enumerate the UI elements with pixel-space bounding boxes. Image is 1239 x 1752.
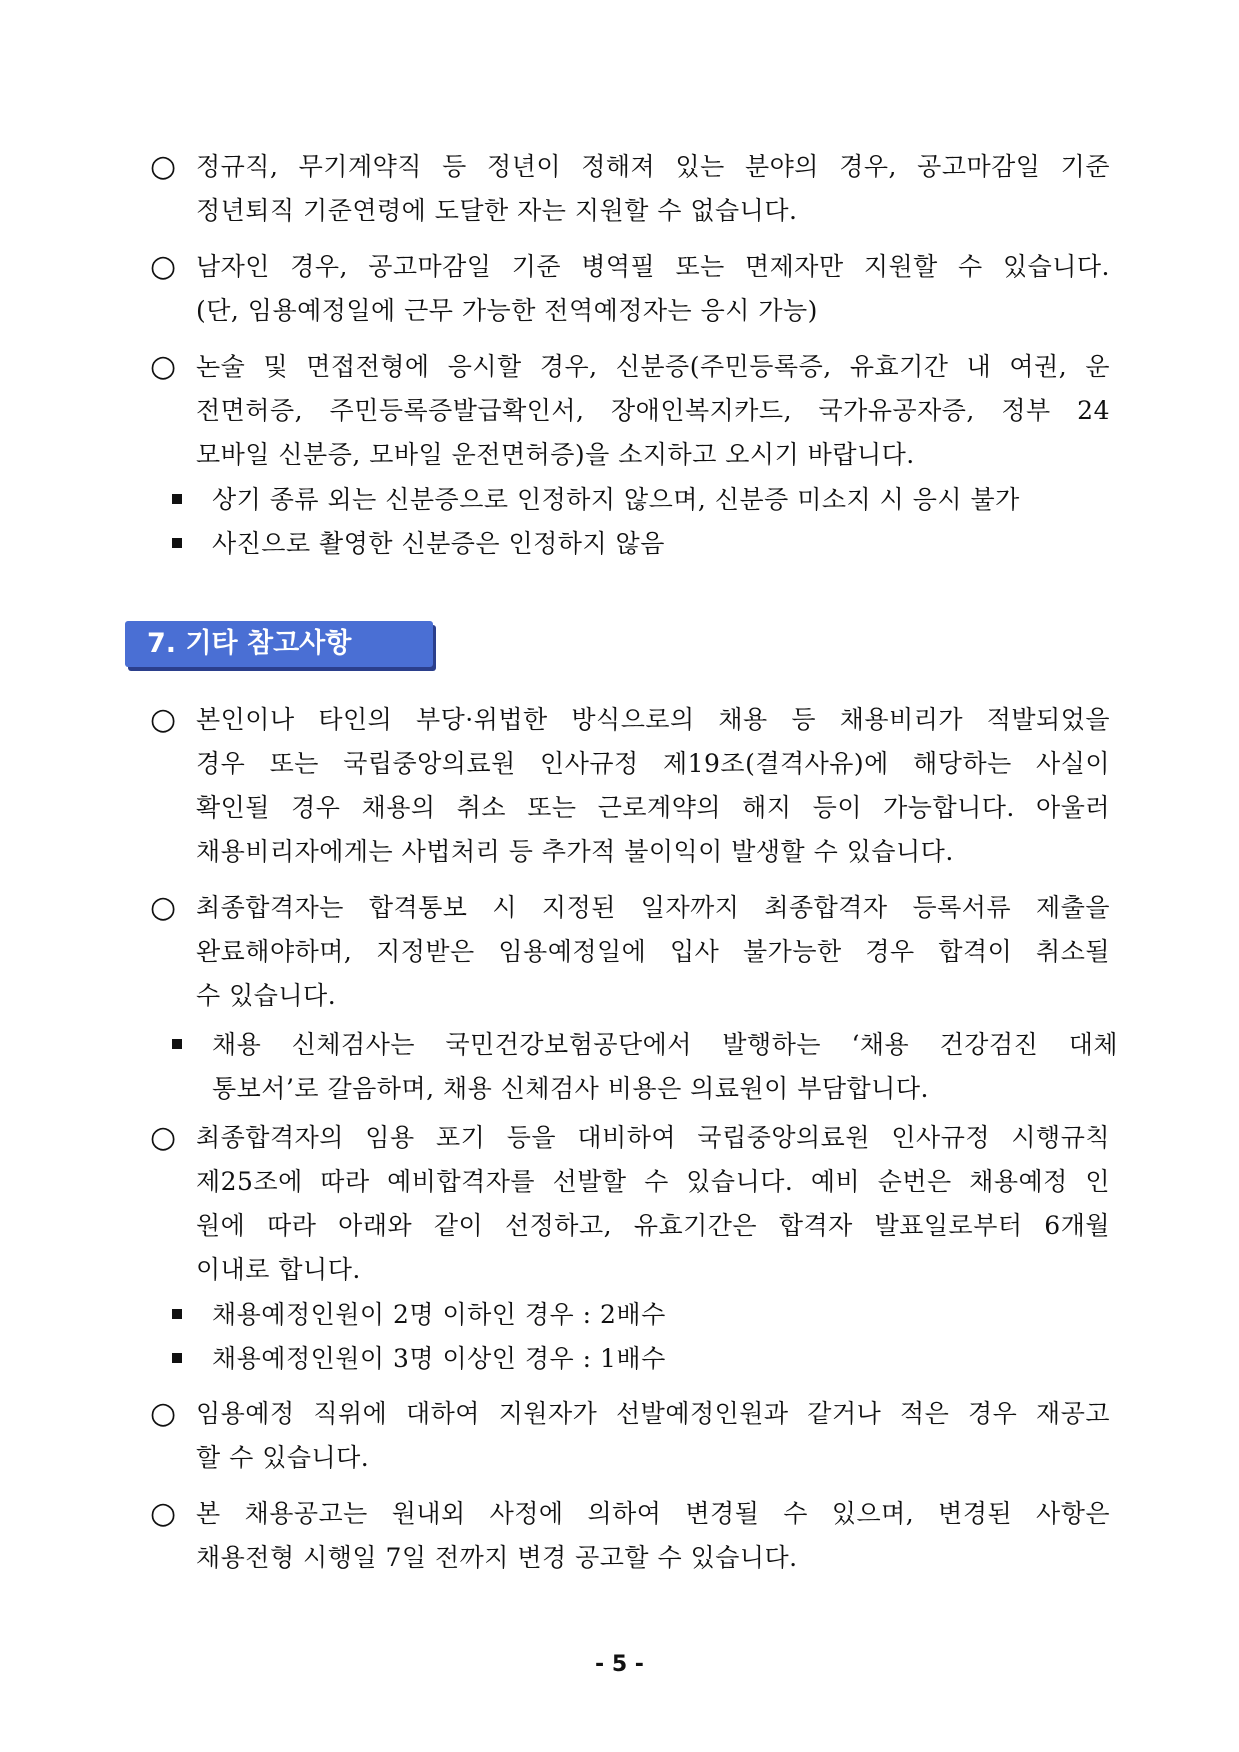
list-item-text: 채용비리자에게는 사법처리 등 추가적 불이익이 발생할 수 있습니다. [196, 837, 954, 866]
sub-item-reserve-three [172, 1337, 1118, 1381]
list-item-text: 논술 및 면접전형에 응시할 경우, 신분증(주민등록증, 유효기간 내 여권, 운 [196, 352, 1110, 381]
sub-item-text: 사진으로 촬영한 신분증은 인정하지 않음 [212, 529, 665, 558]
list-item-text: 원에 따라 아래와 같이 선정하고, 유효기간은 합격자 발표일로부터 6개월 [196, 1211, 1110, 1240]
list-item-reserve-candidates [150, 1116, 1110, 1292]
sub-item-id-other [172, 478, 1118, 522]
square-bullet-icon [172, 1309, 182, 1319]
circle-bullet-icon: ○ [150, 890, 177, 925]
list-item-text: 전면허증, 주민등록증발급확인서, 장애인복지카드, 국가유공자증, 정부 24 [196, 396, 1110, 425]
list-item-text: 이내로 합니다. [196, 1255, 361, 1284]
list-item-text: 확인될 경우 채용의 취소 또는 근로계약의 해지 등이 가능합니다. 아울러 [196, 793, 1110, 822]
list-item-text: 채용전형 시행일 7일 전까지 변경 공고할 수 있습니다. [196, 1543, 798, 1572]
list-item-text: 정년퇴직 기준연령에 도달한 자는 지원할 수 없습니다. [196, 196, 798, 225]
list-item-text: 완료해야하며, 지정받은 임용예정일에 입사 불가능한 경우 합격이 취소될 [196, 937, 1110, 966]
list-item-final-submission [150, 886, 1110, 1018]
list-item-hiring-irregularity [150, 698, 1110, 874]
square-bullet-icon [172, 494, 182, 504]
sub-item-health-check [172, 1023, 1118, 1111]
list-item-notice-change [150, 1492, 1110, 1580]
list-item-military-service [150, 245, 1110, 333]
sub-item-text: 상기 종류 외는 신분증으로 인정하지 않으며, 신분증 미소지 시 응시 불가 [212, 485, 1020, 514]
square-bullet-icon [172, 1039, 182, 1049]
list-item-text: 최종합격자의 임용 포기 등을 대비하여 국립중앙의료원 인사규정 시행규칙 [196, 1123, 1110, 1152]
list-item-text: 임용예정 직위에 대하여 지원자가 선발예정인원과 같거나 적은 경우 재공고 [196, 1399, 1110, 1428]
list-item-text: 제25조에 따라 예비합격자를 선발할 수 있습니다. 예비 순번은 채용예정 인 [196, 1167, 1110, 1196]
list-item-id-card [150, 345, 1110, 477]
circle-bullet-icon: ○ [150, 249, 177, 284]
circle-bullet-icon: ○ [150, 1120, 177, 1155]
section-heading: 7. 기타 참고사항 [125, 621, 433, 667]
list-item-text: 남자인 경우, 공고마감일 기준 병역필 또는 면제자만 지원할 수 있습니다. [196, 252, 1110, 281]
list-item-text: 최종합격자는 합격통보 시 지정된 일자까지 최종합격자 등록서류 제출을 [196, 893, 1110, 922]
circle-bullet-icon: ○ [150, 1496, 177, 1531]
list-item-text: 정규직, 무기계약직 등 정년이 정해져 있는 분야의 경우, 공고마감일 기준 [196, 152, 1110, 181]
list-item-text: 수 있습니다. [196, 981, 337, 1010]
square-bullet-icon [172, 1353, 182, 1363]
circle-bullet-icon: ○ [150, 702, 177, 737]
list-item-text: 본 채용공고는 원내외 사정에 의하여 변경될 수 있으며, 변경된 사항은 [196, 1499, 1110, 1528]
page-number: - 5 - [595, 1652, 644, 1677]
sub-item-id-photo [172, 522, 1118, 566]
sub-item-text: 통보서’로 갈음하며, 채용 신체검사 비용은 의료원이 부담합니다. [212, 1074, 929, 1103]
circle-bullet-icon: ○ [150, 349, 177, 384]
sub-item-reserve-two [172, 1293, 1118, 1337]
list-item-text: 본인이나 타인의 부당·위법한 방식으로의 채용 등 채용비리가 적발되었을 [196, 705, 1110, 734]
list-item-retirement-age [150, 145, 1110, 233]
square-bullet-icon [172, 538, 182, 548]
list-item-text: 할 수 있습니다. [196, 1443, 370, 1472]
sub-item-text: 채용예정인원이 3명 이상인 경우 : 1배수 [212, 1344, 666, 1373]
list-item-text: 모바일 신분증, 모바일 운전면허증)을 소지하고 오시기 바랍니다. [196, 440, 915, 469]
circle-bullet-icon: ○ [150, 149, 177, 184]
list-item-re-announcement [150, 1392, 1110, 1480]
circle-bullet-icon: ○ [150, 1396, 177, 1431]
sub-item-text: 채용 신체검사는 국민건강보험공단에서 발행하는 ‘채용 건강검진 대체 [212, 1030, 1118, 1059]
sub-item-text: 채용예정인원이 2명 이하인 경우 : 2배수 [212, 1300, 666, 1329]
list-item-text: 경우 또는 국립중앙의료원 인사규정 제19조(결격사유)에 해당하는 사실이 [196, 749, 1110, 778]
list-item-text: (단, 임용예정일에 근무 가능한 전역예정자는 응시 가능) [196, 296, 818, 325]
